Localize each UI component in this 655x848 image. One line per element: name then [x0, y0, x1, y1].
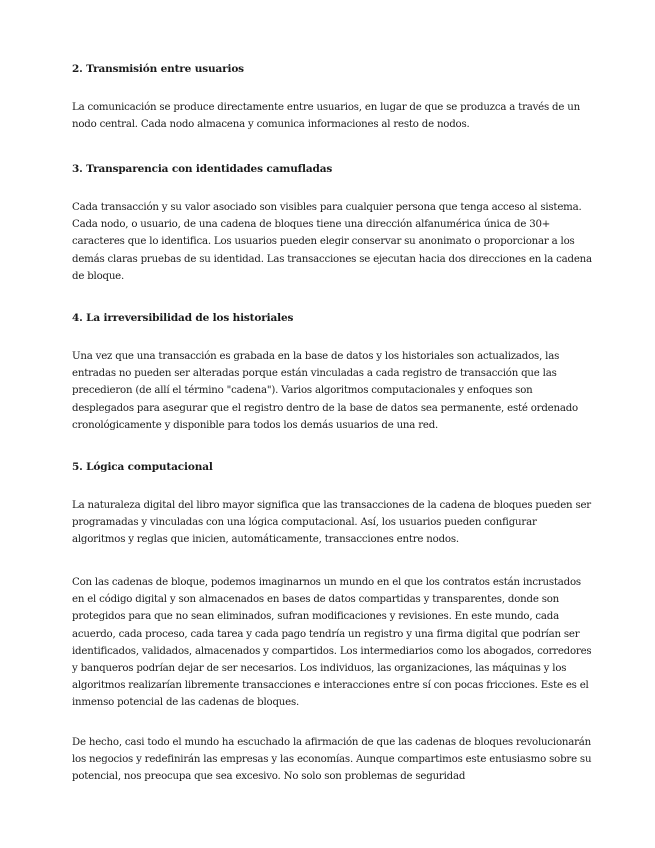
paragraph-transmision: La comunicación se produce directamente entre usuarios, en lugar de que se produzca a través de un nodo central. Cada nodo almacena y comunica informaciones al resto de nodos. [72, 102, 580, 131]
paragraph-logica-2: Con las cadenas de bloque, podemos imaginarnos un mundo en el que los contratos están incrustados en el código digital y son almacenados en bases de datos compartidas y transparentes, donde son protegidos para que no sean eliminados, sufran modificaciones y revisiones. En este mundo, cada acuerdo, cada proceso, cada tarea y cada pago tendría un registro y una firma digital que podrían ser identificados, validados, almacenados y compartidos. Los intermediarios como los abogados, corredores y banqueros podrían dejar de ser necesarios. Los individuos, las organizaciones, las máquinas y los algoritmos realizarían libremente transacciones e interacciones entre sí con pocas fricciones. Este es el inmenso potencial de las cadenas de bloques. [72, 577, 592, 709]
paragraph-logica-1: La naturaleza digital del libro mayor significa que las transacciones de la cadena de bloques pueden ser programadas y vinculadas con una lógica computacional. Así, los usuarios pueden configurar algoritmos y reglas que inicien, automáticamente, transacciones entre nodos. [72, 500, 591, 546]
paragraph-irreversibilidad: Una vez que una transacción es grabada en la base de datos y los historiales son actualizados, las entradas no pueden ser alteradas porque están vinculadas a cada registro de transacción que las precedieron (de allí el término "cadena"). Varios algoritmos computacionales y enfoques son desplegados para asegurar que el registro dentro de la base de datos sea permanente, esté ordenado cronológicamente y disponible para todos los demás usuarios de una red. [72, 351, 578, 431]
paragraph-logica-3: De hecho, casi todo el mundo ha escuchado la afirmación de que las cadenas de bloques revolucionarán los negocios y redefinirán las empresas y las economías. Aunque compartimos este entusiasmo sobre su potencial, nos preocupa que sea excesivo. No solo son problemas de seguridad [72, 737, 592, 783]
section-heading-transparencia: 3. Transparencia con identidades camufladas [72, 163, 333, 175]
section-heading-transmision: 2. Transmisión entre usuarios [72, 63, 244, 75]
paragraph-transparencia: Cada transacción y su valor asociado son visibles para cualquier persona que tenga acceso al sistema. Cada nodo, o usuario, de una cadena de bloques tiene una dirección alfanumérica única de 30+ caracteres que lo identifica. Los usuarios pueden elegir conservar su anonimato o proporcionar a los demás claras pruebas de su identidad. Las transacciones se ejecutan hacia dos direcciones en la cadena de bloque. [72, 202, 592, 282]
section-heading-irreversibilidad: 4. La irreversibilidad de los historiales [72, 312, 294, 324]
section-heading-logica: 5. Lógica computacional [72, 461, 213, 473]
